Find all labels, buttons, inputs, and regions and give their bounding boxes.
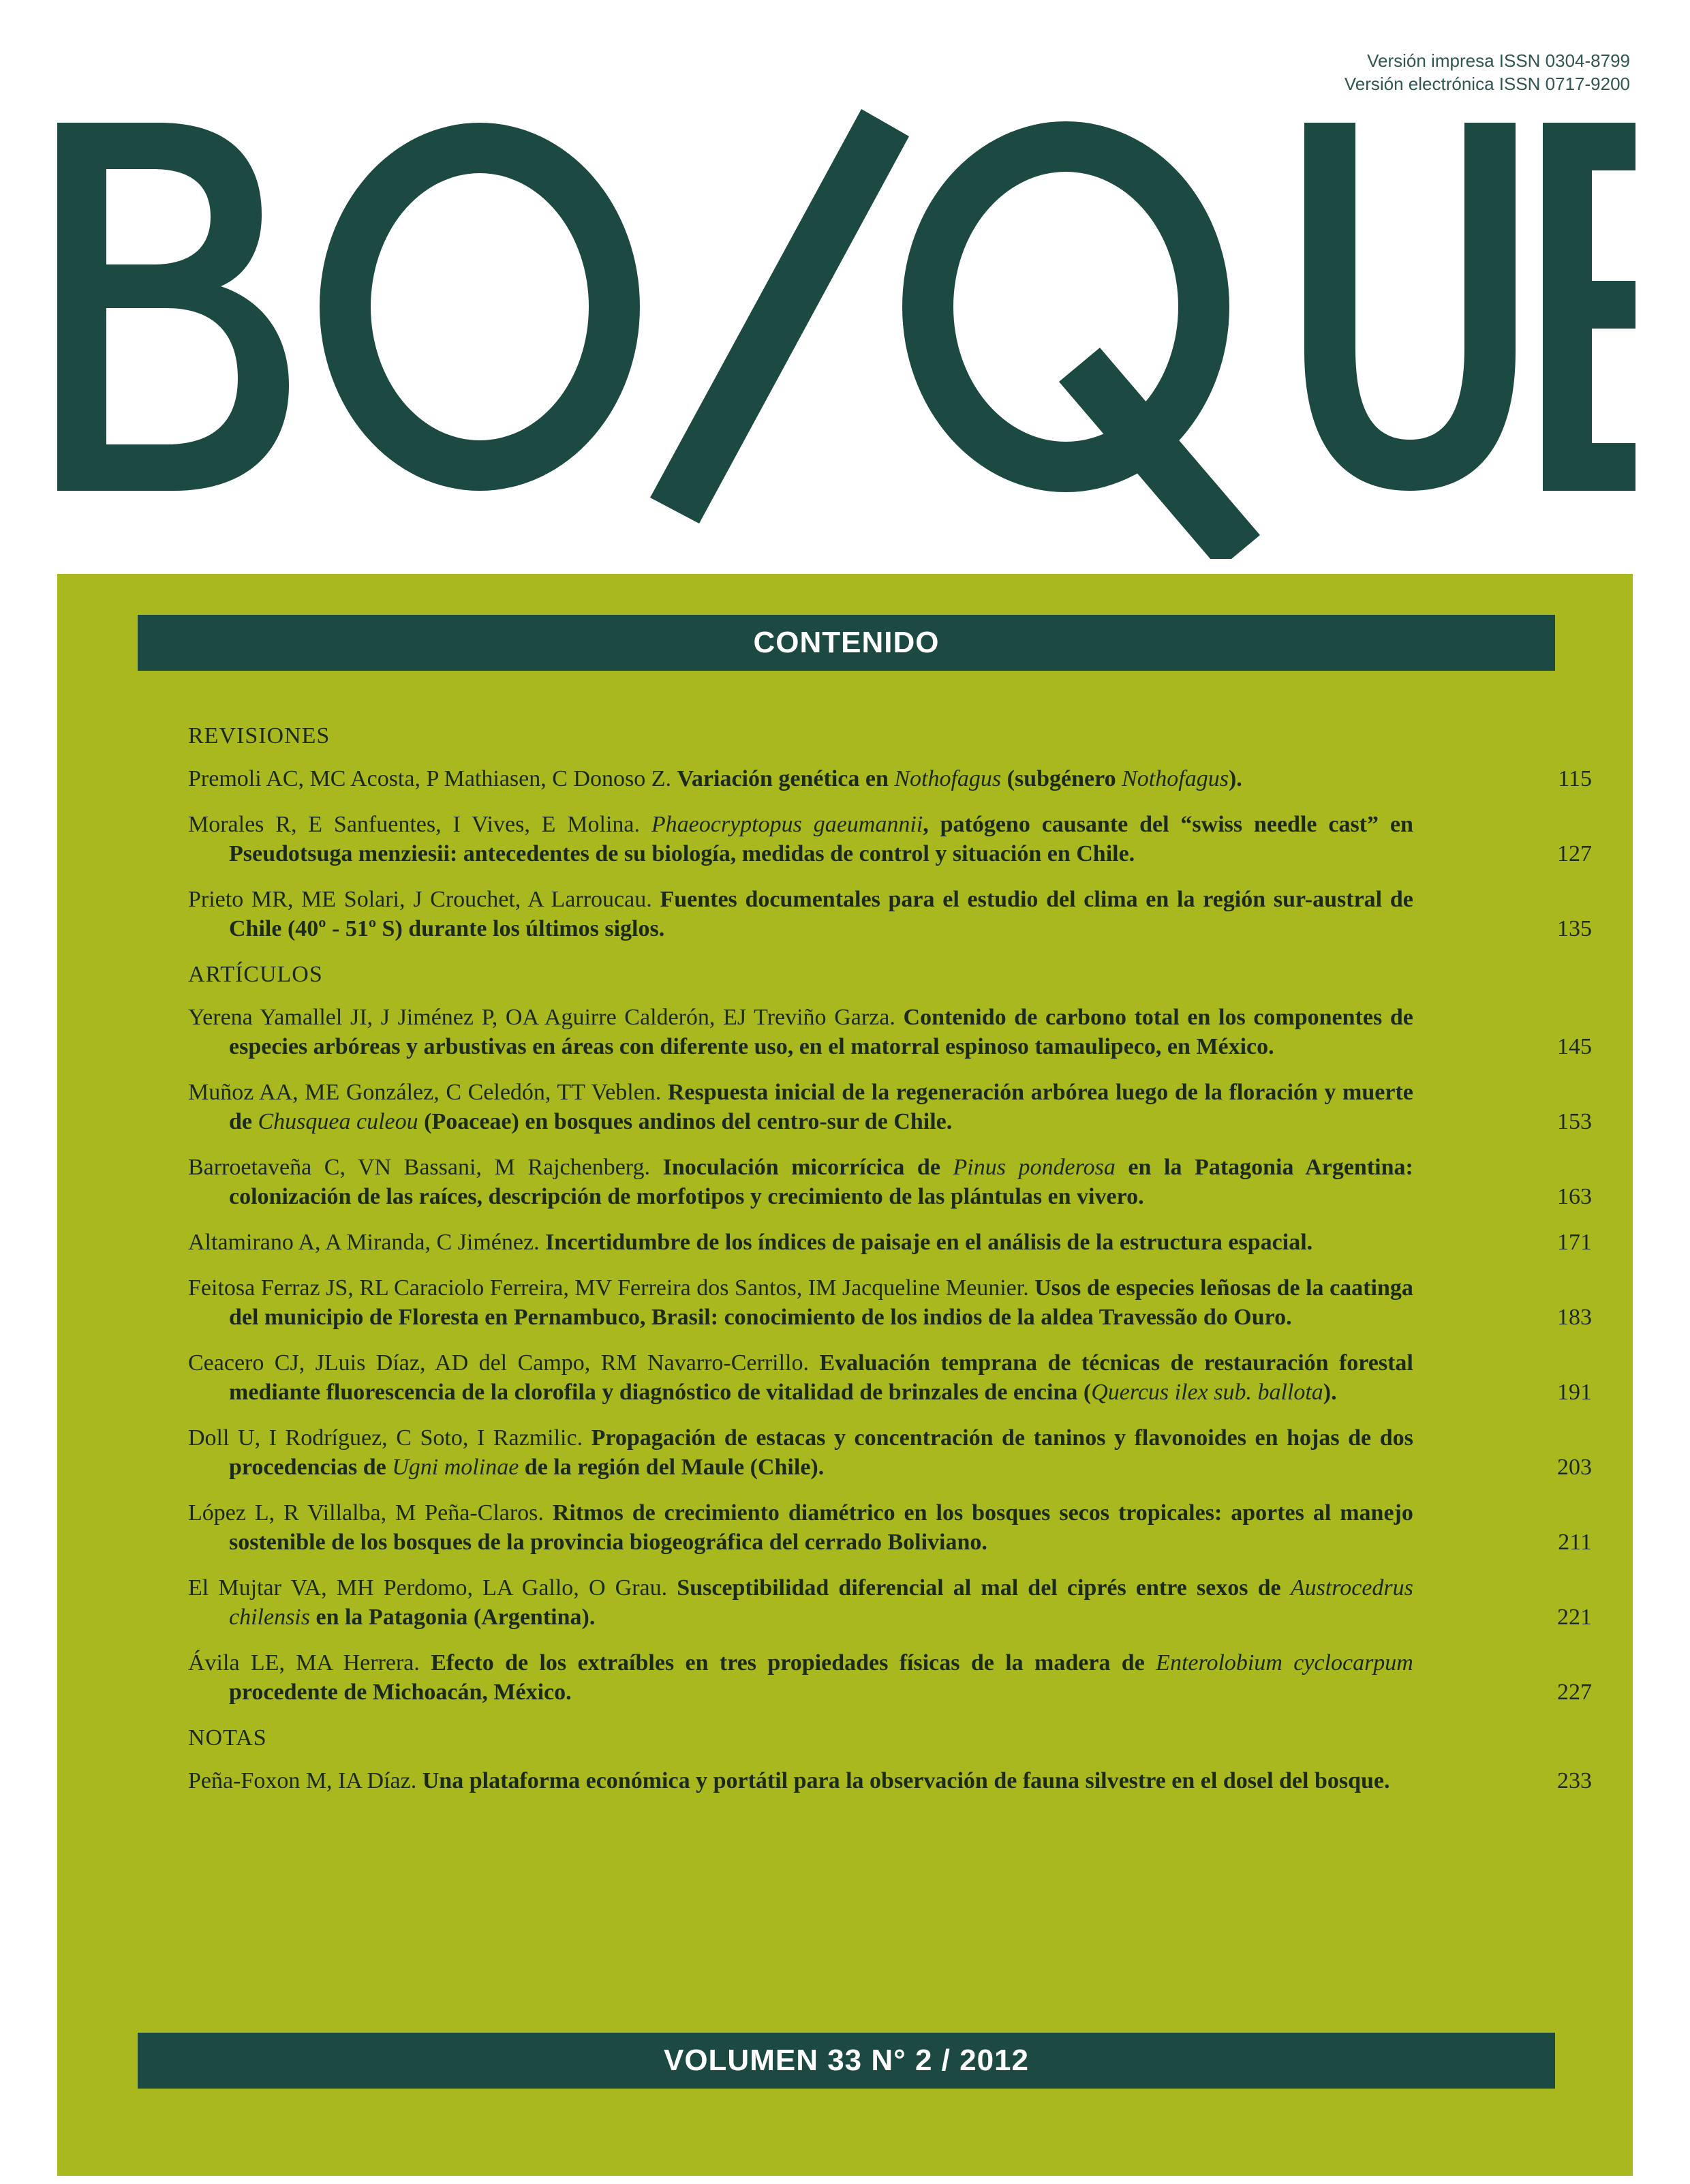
toc-entry <box>188 764 1592 793</box>
entry-title-part: ). <box>1323 1380 1337 1405</box>
toc-entry <box>188 1766 1592 1795</box>
entry-title <box>422 1768 1390 1793</box>
entry-authors: Muñoz AA, ME González, C Celedón, TT Veblen. <box>188 1080 662 1105</box>
toc-entry <box>188 1003 1592 1061</box>
entry-text <box>188 810 1413 868</box>
toc-entry <box>188 1348 1592 1407</box>
entry-title-part: (Poaceae) en bosques andinos del centro-sur de Chile. <box>418 1109 953 1134</box>
entry-text <box>188 1423 1413 1482</box>
entry-page-number: 233 <box>1557 1768 1592 1793</box>
entry-authors: Doll U, I Rodríguez, C Soto, I Razmilic. <box>188 1425 583 1451</box>
entry-page-number: 153 <box>1557 1109 1592 1134</box>
entry-title-species: Chusquea culeou <box>258 1109 418 1134</box>
entry-authors: Altamirano A, A Miranda, C Jiménez. <box>188 1230 540 1255</box>
entry-page-number: 227 <box>1557 1680 1592 1705</box>
volume-label: VOLUMEN 33 N° 2 / 2012 <box>138 2033 1555 2089</box>
toc-entry <box>188 1573 1592 1632</box>
entry-title-species: Nothofagus <box>1122 766 1229 791</box>
entry-title <box>677 766 1242 791</box>
entry-authors: Premoli AC, MC Acosta, P Mathiasen, C Donoso Z. <box>188 766 671 791</box>
toc-entry <box>188 1423 1592 1482</box>
toc-entry <box>188 810 1592 868</box>
issn-print: Versión impresa ISSN 0304-8799 <box>1367 50 1630 71</box>
entry-authors: El Mujtar VA, MH Perdomo, LA Gallo, O Grau. <box>188 1575 668 1601</box>
entry-text <box>188 1648 1413 1707</box>
entry-title-part: Inoculación micorrícica de <box>662 1155 953 1180</box>
entry-title-part: Ritmos de crecimiento diamétrico en los bosques secos tropicales: aportes al manejo sostenible de los bosques de la provincia biogeográfica del cerrado Boliviano. <box>229 1500 1413 1555</box>
entry-title-species: Ugni molinae <box>392 1455 519 1480</box>
entry-title-species: Austrocedrus chilensis <box>229 1575 1413 1630</box>
entry-title-part: de la región del Maule (Chile). <box>519 1455 825 1480</box>
entry-authors: Feitosa Ferraz JS, RL Caraciolo Ferreira, MV Ferreira dos Santos, IM Jacqueline Meunier. <box>188 1275 1029 1301</box>
issn-electronic: Versión electrónica ISSN 0717-9200 <box>1344 74 1630 94</box>
entry-text <box>188 1766 1413 1795</box>
section-heading: NOTAS <box>188 1725 267 1750</box>
entry-title-part: Una plataforma económica y portátil para la observación de fauna silvestre en el dosel del bosque. <box>422 1768 1390 1793</box>
toc-entry <box>188 1078 1592 1136</box>
entry-authors: Ceacero CJ, JLuis Díaz, AD del Campo, RM Navarro-Cerrillo. <box>188 1350 810 1376</box>
entry-text <box>188 764 1413 793</box>
entry-text <box>188 1498 1413 1557</box>
entry-page-number: 127 <box>1557 841 1592 866</box>
entry-page-number: 203 <box>1557 1455 1592 1480</box>
entry-title-part: Respuesta inicial de la regeneración arbórea luego de la floración y muerte de <box>229 1080 1413 1134</box>
entry-page-number: 183 <box>1557 1305 1592 1330</box>
toc-entry <box>188 1153 1592 1211</box>
entry-title-species: Pinus ponderosa <box>953 1155 1116 1180</box>
entry-page-number: 163 <box>1557 1184 1592 1209</box>
entry-title-part: Fuentes documentales para el estudio del clima en la región sur-austral de Chile (40º - 51º S) durante los últimos siglos. <box>229 887 1413 941</box>
entry-title-species: Nothofagus <box>894 766 1002 791</box>
entry-text <box>188 1573 1413 1632</box>
entry-title-part: Variación genética en <box>677 766 895 791</box>
entry-title-part: Incertidumbre de los índices de paisaje en el análisis de la estructura espacial. <box>545 1230 1313 1255</box>
entry-title-part: (subgénero <box>1001 766 1122 791</box>
entry-title-part: Contenido de carbono total en los componentes de especies arbóreas y arbustivas en áreas con diferente uso, en el matorral espinoso tamaulipeco, en México. <box>229 1005 1413 1059</box>
entry-page-number: 135 <box>1557 916 1592 941</box>
toc-entry <box>188 1648 1592 1707</box>
entry-authors: Yerena Yamallel JI, J Jiménez P, OA Aguirre Calderón, EJ Treviño Garza. <box>188 1005 895 1030</box>
entry-title-species: Quercus ilex sub. ballota <box>1091 1380 1323 1405</box>
entry-authors: Peña-Foxon M, IA Díaz. <box>188 1768 417 1793</box>
entry-title <box>545 1230 1312 1255</box>
entry-title-part: en la Patagonia (Argentina). <box>309 1605 596 1630</box>
toc-entry <box>188 1228 1592 1257</box>
contents-panel <box>57 574 1633 2176</box>
entry-page-number: 171 <box>1557 1230 1592 1255</box>
section-heading: ARTÍCULOS <box>188 962 323 987</box>
toc-entry <box>188 1273 1592 1332</box>
entry-title-part: Susceptibilidad diferencial al mal del ciprés entre sexos de <box>677 1575 1291 1601</box>
entry-title-species: Phaeocryptopus gaeumannii <box>651 812 923 837</box>
entry-text <box>188 885 1413 943</box>
entry-title-part: Propagación de estacas y concentración de taninos y flavonoides en hojas de dos procedencias de <box>229 1425 1413 1480</box>
entry-title-part: , patógeno causante del “swiss needle cast” en Pseudotsuga menziesii: antecedentes de su biología, medidas de control y situación en Chile. <box>229 812 1413 866</box>
journal-title <box>57 82 1635 559</box>
entry-title-part: procedente de Michoacán, México. <box>229 1680 572 1705</box>
entry-page-number: 221 <box>1557 1605 1592 1630</box>
entry-text <box>188 1078 1413 1136</box>
contents-header: CONTENIDO <box>138 615 1555 671</box>
entry-page-number: 211 <box>1558 1530 1592 1555</box>
entry-text <box>188 1273 1413 1332</box>
entry-title-species: Enterolobium cyclocarpum <box>1156 1650 1413 1675</box>
table-of-contents <box>188 713 1592 1812</box>
toc-entry <box>188 885 1592 943</box>
section-heading: REVISIONES <box>188 723 331 748</box>
toc-entry <box>188 1498 1592 1557</box>
entry-title-part: Efecto de los extraíbles en tres propiedades físicas de la madera de <box>431 1650 1156 1675</box>
entry-title-part: Evaluación temprana de técnicas de restauración forestal mediante fluorescencia de la clorofila y diagnóstico de vitalidad de brinzales de encina ( <box>229 1350 1413 1405</box>
entry-title-part: ). <box>1228 766 1242 791</box>
entry-authors: Morales R, E Sanfuentes, I Vives, E Molina. <box>188 812 641 837</box>
entry-page-number: 115 <box>1558 766 1592 791</box>
entry-text <box>188 1003 1413 1061</box>
entry-page-number: 145 <box>1557 1034 1592 1059</box>
entry-text <box>188 1153 1413 1211</box>
entry-title-part: Usos de especies leñosas de la caatinga del municipio de Floresta en Pernambuco, Brasil: conocimiento de los indios de la aldea Travessão do Ouro. <box>229 1275 1413 1330</box>
entry-page-number: 191 <box>1557 1380 1592 1405</box>
entry-authors: Ávila LE, MA Herrera. <box>188 1650 420 1675</box>
journal-logo <box>57 82 1635 559</box>
entry-text <box>188 1228 1413 1257</box>
entry-authors: Prieto MR, ME Solari, J Crouchet, A Larroucau. <box>188 887 652 912</box>
entry-authors: Barroetaveña C, VN Bassani, M Rajchenberg. <box>188 1155 651 1180</box>
entry-text <box>188 1348 1413 1407</box>
entry-authors: López L, R Villalba, M Peña-Claros. <box>188 1500 544 1526</box>
entry-title-part: en la Patagonia Argentina: colonización de las raíces, descripción de morfotipos y crecimiento de las plántulas en vivero. <box>229 1155 1413 1209</box>
